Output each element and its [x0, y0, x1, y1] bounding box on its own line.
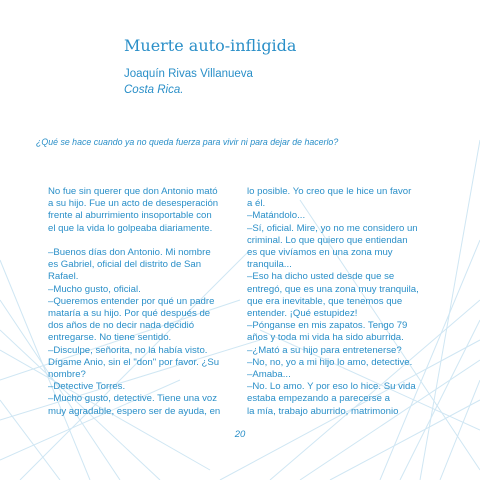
text-line: –Detective Torres.	[48, 381, 126, 393]
author-name: Joaquín Rivas Villanueva	[124, 68, 253, 80]
text-line: que era inevitable, que tenemos que	[247, 295, 403, 307]
text-line: –Disculpe, señorita, no la había visto.	[48, 344, 208, 356]
text-line: Dígame Anio, sin el "don" por favor. ¿Su	[48, 356, 220, 368]
text-line: –Mucho gusto, oficial.	[48, 283, 141, 295]
text-line: el que la vida lo golpeaba diariamente.	[48, 222, 213, 234]
text-line: es que vivíamos en una zona muy	[247, 247, 393, 259]
story-title: Muerte auto-infligida	[124, 36, 297, 55]
text-line: –Eso ha dicho usted desde que se	[247, 271, 395, 283]
author-place: Costa Rica.	[124, 84, 184, 96]
text-line: –Queremos entender por qué un padre	[48, 295, 215, 307]
page-number: 20	[234, 429, 246, 440]
text-line: mataría a su hijo. Por qué después de	[48, 308, 211, 320]
text-line: entender. ¡Qué estupidez!	[247, 308, 358, 320]
text-line: –Matándolo...	[247, 210, 306, 222]
text-line	[48, 235, 232, 247]
text-line: –Sí, oficial. Mire, yo no me considero un	[247, 222, 418, 234]
text-line: Rafael.	[48, 271, 79, 283]
text-line: estaba empezando a parecerse a	[247, 393, 390, 405]
text-line: entregó, que es una zona muy tranquila,	[247, 283, 419, 295]
text-line: tranquila...	[247, 259, 292, 271]
text-line: criminal. Lo que quiero que entiendan	[247, 234, 408, 246]
text-line: es Gabriel, oficial del distrito de San	[48, 259, 202, 271]
epigraph: ¿Qué se hace cuando ya no queda fuerza para vivir ni para dejar de hacerlo?	[36, 137, 339, 147]
text-line: –Buenos días don Antonio. Mi nombre	[48, 247, 211, 258]
text-line: –No. Lo amo. Y por eso lo hice. Su vida	[247, 381, 416, 393]
text-line: dos años de no decir nada decidió	[48, 320, 195, 332]
text-line: frente al aburrimiento insoportable con	[48, 210, 212, 222]
text-column-left	[48, 186, 232, 418]
text-line: lo posible. Yo creo que le hice un favor	[247, 186, 412, 197]
text-line: a su hijo. Fue un acto de desesperación	[48, 198, 219, 210]
text-line: años y toda mi vida ha sido aburrida.	[247, 332, 404, 344]
text-line: No fue sin querer que don Antonio mató	[48, 186, 218, 197]
text-line: –Mucho gusto, detective. Tiene una voz	[48, 393, 218, 405]
text-line: entregarse. No tiene sentido.	[48, 332, 172, 344]
text-line: a él.	[247, 198, 266, 210]
text-column-right	[247, 186, 431, 418]
text-line: nombre?	[48, 369, 86, 381]
text-line: –Pónganse en mis zapatos. Tengo 79	[247, 320, 408, 332]
text-line: –No, no, yo a mi hijo lo amo, detective.	[247, 356, 413, 368]
text-line: –Amaba...	[247, 369, 291, 381]
text-line: muy agradable, espero ser de ayuda, en	[48, 405, 221, 417]
text-line: –¿Mató a su hijo para entretenerse?	[247, 344, 402, 356]
text-line: la mía, trabajo aburrido, matrimonio	[247, 405, 399, 417]
